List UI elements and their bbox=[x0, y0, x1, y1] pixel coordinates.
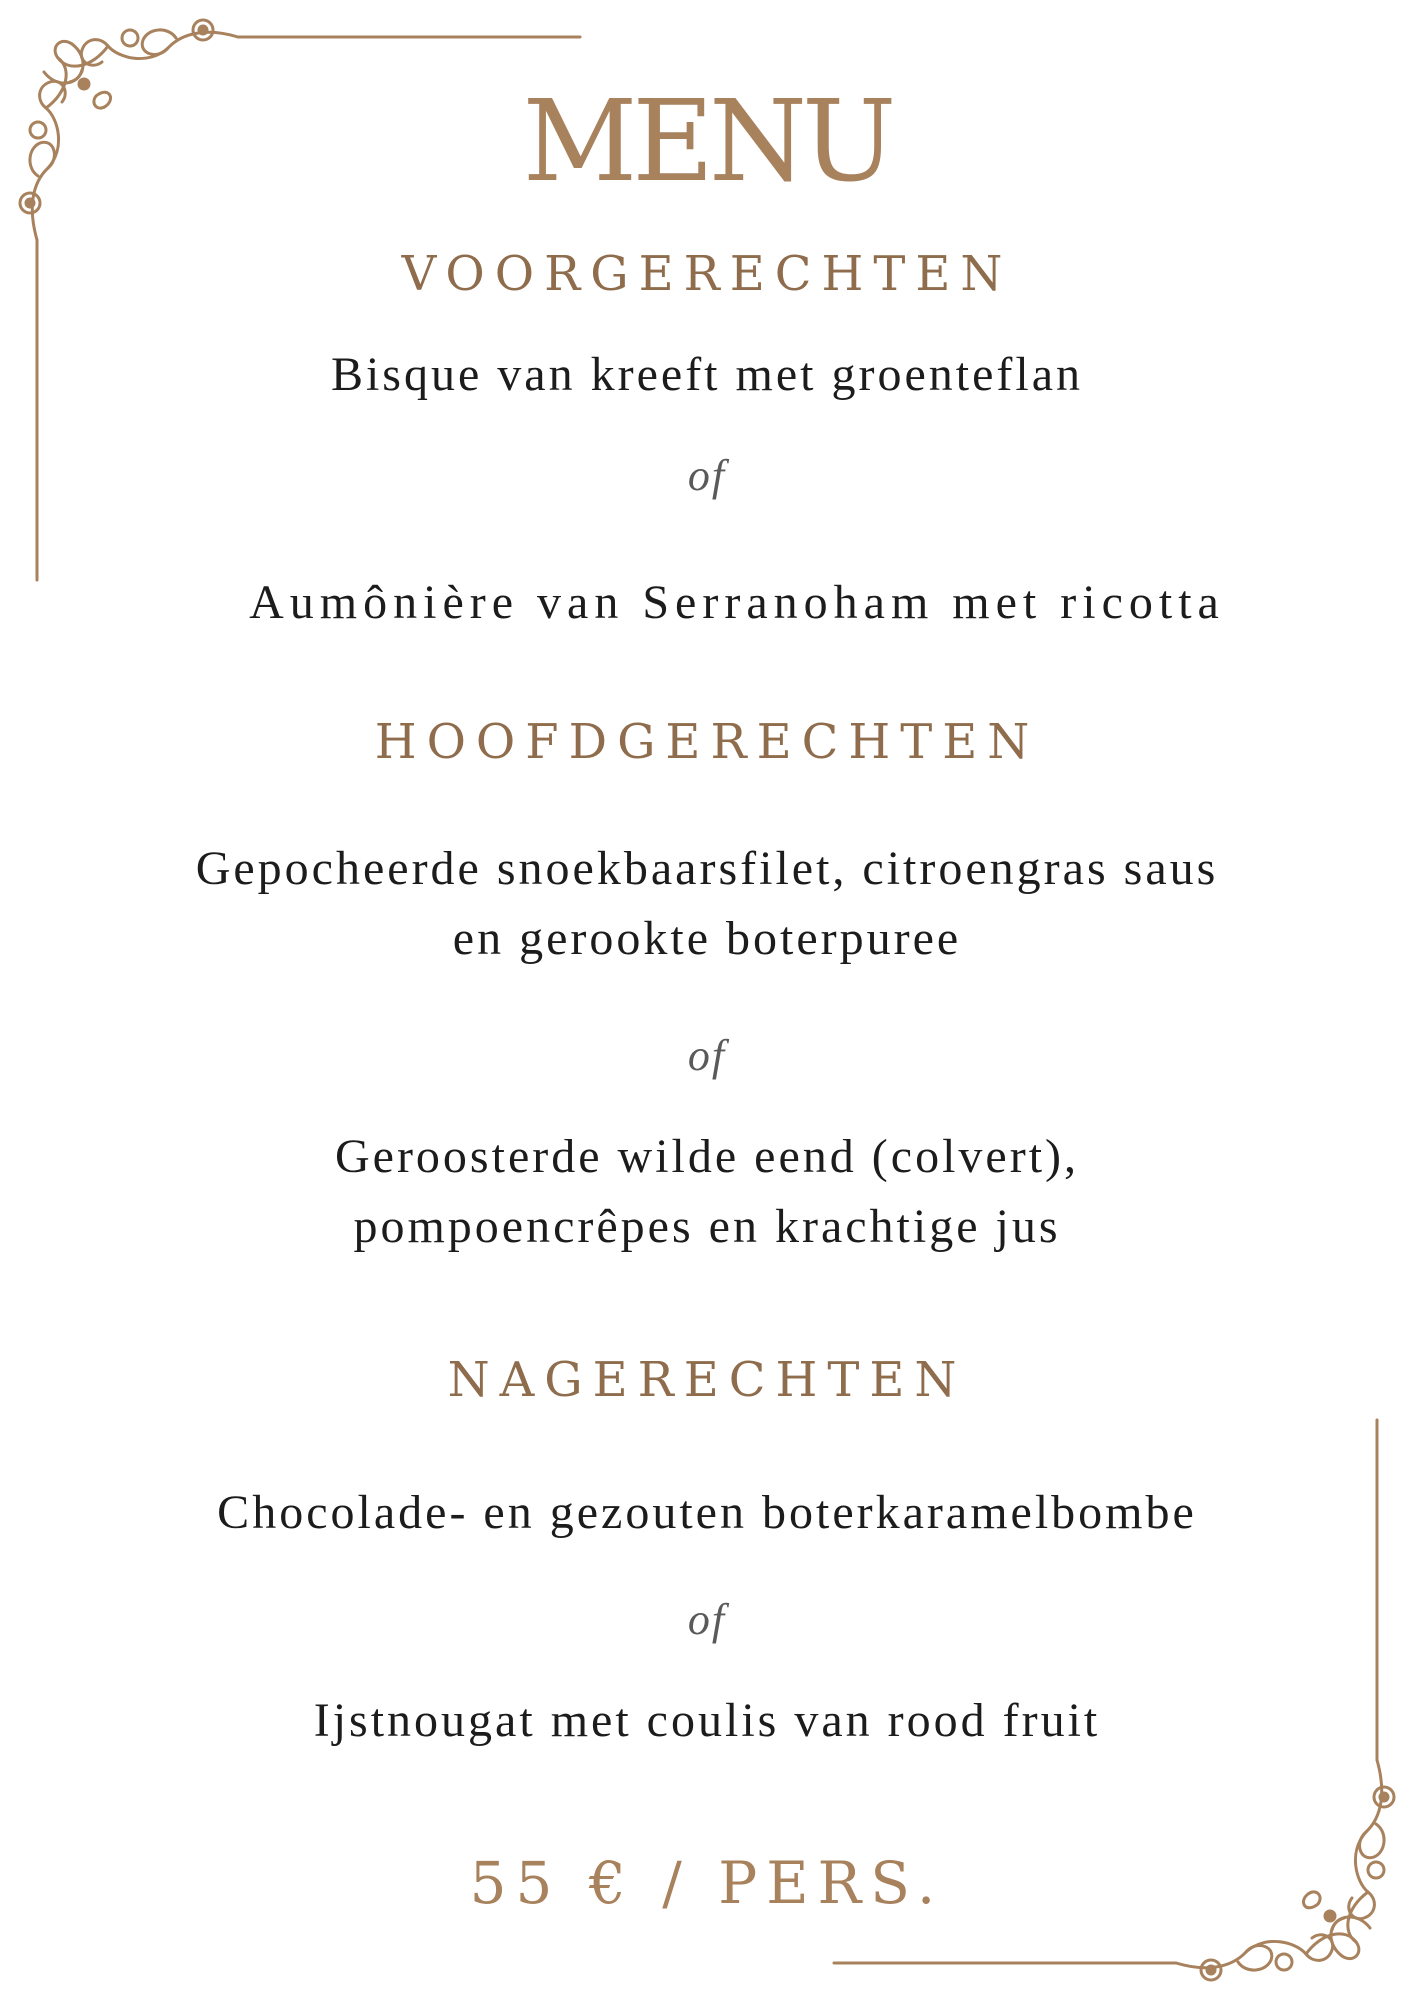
price-per-person: 55 € / PERS. bbox=[469, 1849, 945, 1917]
dish-item: Bisque van kreeft met groenteflan bbox=[330, 348, 1084, 401]
dish-item: Aumônière van Serranoham met ricotta bbox=[249, 576, 1225, 629]
separator-of: of bbox=[687, 451, 727, 500]
dish-item-line: pompoencrêpes en krachtige jus bbox=[353, 1200, 1061, 1253]
dish-item: Chocolade- en gezouten boterkaramelbombe bbox=[217, 1486, 1197, 1539]
dish-item-line: en gerookte boterpuree bbox=[452, 912, 962, 965]
dish-item-line: Geroosterde wilde eend (colvert), bbox=[334, 1130, 1080, 1183]
section-heading-nagerechten: NAGERECHTEN bbox=[447, 1352, 967, 1408]
separator-of: of bbox=[687, 1031, 727, 1080]
dish-item: Ijstnougat met coulis van rood fruit bbox=[313, 1694, 1101, 1747]
dish-item-line: Gepocheerde snoekbaarsfilet, citroengras saus bbox=[195, 842, 1219, 895]
menu-title: MENU bbox=[522, 77, 892, 207]
section-heading-voorgerechten: VOORGERECHTEN bbox=[401, 246, 1013, 302]
separator-of: of bbox=[687, 1595, 727, 1644]
section-heading-hoofdgerechten: HOOFDGERECHTEN bbox=[374, 714, 1040, 770]
